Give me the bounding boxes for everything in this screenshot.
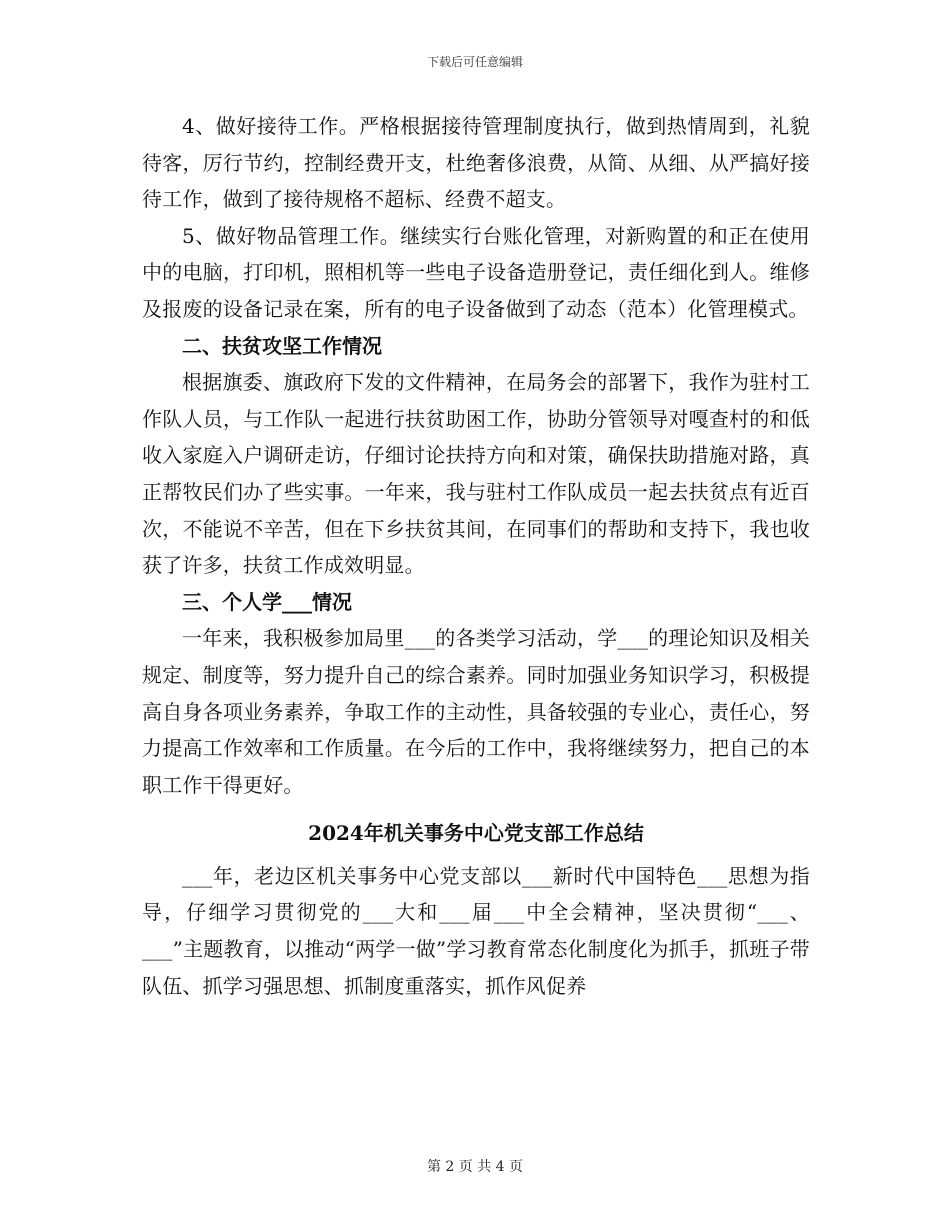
page-header: 下载后可任意编辑 <box>426 55 523 69</box>
paragraph-asset-management: 5、做好物品管理工作。继续实行台账化管理，对新购置的和正在使用中的电脑，打印机，照相机等一些电子设备造册登记，责任细化到人。维修及报废的设备记录在案，所有的电子设备做到了动态（范本）化管理模式。 <box>142 223 810 321</box>
paragraph-reception-work: 4、做好接待工作。严格根据接待管理制度执行，做到热情周到，礼貌待客，厉行节约，控制经费开支，杜绝奢侈浪费，从简、从细、从严搞好接待工作，做到了接待规格不超标、经费不超支。 <box>142 114 810 212</box>
paragraph-party-branch-summary: ___年，老边区机关事务中心党支部以___新时代中国特色___思想为指导，仔细学习贯彻党的___大和___届___中全会精神，坚决贯彻“___、___”主题教育，以推动“两学一做”学习教育常态化制度化为抓手，抓班子带队伍、抓学习强思想、抓制度重落实，抓作风促养 <box>142 863 810 998</box>
heading-poverty-alleviation: 二、扶贫攻坚工作情况 <box>182 333 382 358</box>
document-body <box>142 108 810 1004</box>
heading-personal-study: 三、个人学___情况 <box>182 589 352 614</box>
paragraph-poverty-alleviation: 根据旗委、旗政府下发的文件精神，在局务会的部署下，我作为驻村工作队人员，与工作队一起进行扶贫助困工作，协助分管领导对嘎查村的和低收入家庭入户调研走访，仔细讨论扶持方向和对策，确保扶助措施对路，真正帮牧民们办了些实事。一年来，我与驻村工作队成员一起去扶贫点有近百次，不能说不辛苦，但在下乡扶贫其间，在同事们的帮助和支持下，我也收获了许多，扶贫工作成效明显。 <box>142 370 810 578</box>
document-title: 2024年机关事务中心党支部工作总结 <box>308 821 644 846</box>
paragraph-personal-study: 一年来，我积极参加局里___的各类学习活动，学___的理论知识及相关规定、制度等，努力提升自己的综合素养。同时加强业务知识学习，积极提高自身各项业务素养，争取工作的主动性，具备较强的专业心，责任心，努力提高工作效率和工作质量。在今后的工作中，我将继续努力，把自己的本职工作干得更好。 <box>142 626 810 797</box>
page-number: 第 2 页 共 4 页 <box>426 1159 524 1175</box>
